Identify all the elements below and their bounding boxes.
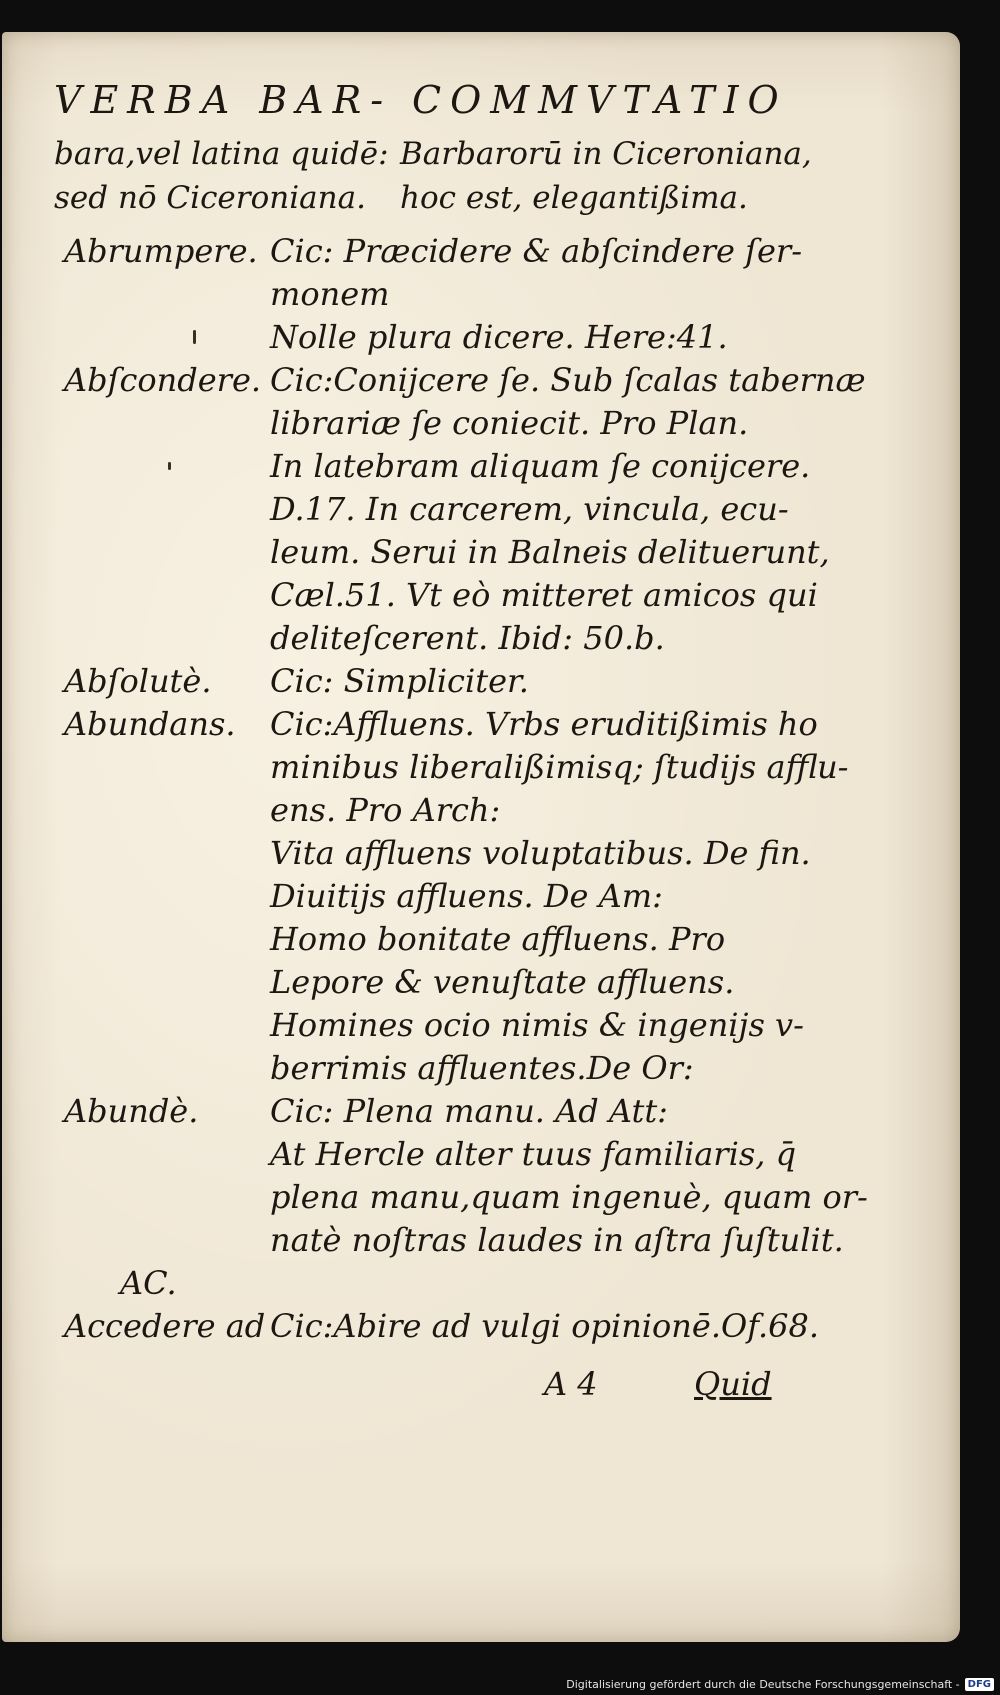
- entry-list: [2, 230, 960, 1348]
- signature-mark: A 4: [544, 1365, 598, 1403]
- entry-headword: Abrumpere.: [64, 232, 258, 270]
- left-subtitle-line-2: sed nō Ciceroniana.: [54, 180, 366, 216]
- entry-line: In latebram aliquam ſe conijcere.: [270, 447, 811, 485]
- entry-line: D.17. In carcerem, vincula, ecu-: [270, 490, 789, 528]
- entry-abrumpere: [2, 230, 960, 359]
- entry-headword: Abundè.: [64, 1092, 199, 1130]
- entry-text: [270, 359, 960, 660]
- entry-line: natè noſtras laudes in aſtra ſuſtulit.: [270, 1221, 844, 1259]
- entry-line: Lepore & venuſtate affluens.: [270, 963, 735, 1001]
- page-footer: [2, 1365, 960, 1415]
- entry-text: [270, 1090, 960, 1262]
- entry-line: Cic: Plena manu. Ad Att:: [270, 1092, 668, 1130]
- ink-speck: [193, 330, 196, 344]
- entry-abunde: [2, 1090, 960, 1262]
- right-column-title: COMMVTATIO: [412, 78, 788, 122]
- section-letter: AC.: [120, 1264, 177, 1302]
- entry-line: Cæl.51. Vt eò mitteret amicos qui: [270, 576, 818, 614]
- entry-headword: Abundans.: [64, 705, 236, 743]
- book-page: [2, 32, 960, 1642]
- entry-line: Cic:Abire ad vulgi opinionē.Of.68.: [270, 1307, 820, 1345]
- entry-line: Vita affluens voluptatibus. De fin.: [270, 834, 811, 872]
- entry-abundans: [2, 703, 960, 1090]
- entry-line: Nolle plura dicere. Here:41.: [270, 318, 728, 356]
- entry-line: ens. Pro Arch:: [270, 791, 501, 829]
- entry-text: [270, 1305, 960, 1348]
- entry-line: Cic:Affluens. Vrbs eruditißimis ho: [270, 705, 818, 743]
- dfg-logo: DFG: [965, 1678, 994, 1691]
- entry-line: monem: [270, 275, 390, 313]
- entry-text: [270, 230, 960, 359]
- entry-line: plena manu,quam ingenuè, quam or-: [270, 1178, 868, 1216]
- ink-speck: [168, 462, 171, 470]
- entry-absolute: [2, 660, 960, 703]
- entry-line: berrimis affluentes.De Or:: [270, 1049, 694, 1087]
- catchword: Quid: [694, 1365, 772, 1403]
- entry-line: deliteſcerent. Ibid: 50.b.: [270, 619, 665, 657]
- entry-line: Homo bonitate affluens. Pro: [270, 920, 726, 958]
- left-subtitle-line-1: bara,vel latina quidē:: [54, 136, 389, 172]
- credit-text: Digitalisierung gefördert durch die Deutsche Forschungsgemeinschaft -: [566, 1678, 960, 1691]
- entry-line: Diuitijs affluens. De Am:: [270, 877, 663, 915]
- entry-line: Cic:Conijcere ſe. Sub ſcalas tabernæ: [270, 361, 866, 399]
- entry-text: [270, 703, 960, 1090]
- entry-line: Homines ocio nimis & ingenijs v-: [270, 1006, 804, 1044]
- entry-line: At Hercle alter tuus familiaris, q̄: [270, 1135, 797, 1173]
- left-column-title: VERBA BAR-: [54, 78, 393, 122]
- entry-line: Cic: Præcidere & abſcindere ſer-: [270, 232, 803, 270]
- entry-line: minibus liberalißimisq; ſtudijs afflu-: [270, 748, 849, 786]
- entry-abscondere: [2, 359, 960, 660]
- entry-headword: Abſolutè.: [64, 662, 212, 700]
- right-subtitle-line-1: Barbarorū in Ciceroniana,: [400, 136, 812, 172]
- entry-headword: Accedere ad: [64, 1307, 266, 1345]
- entry-text: [270, 660, 960, 703]
- entry-line: librariæ ſe coniecit. Pro Plan.: [270, 404, 749, 442]
- digitization-credit: [566, 1678, 994, 1691]
- right-subtitle-line-2: hoc est, elegantißima.: [400, 180, 748, 216]
- entry-accedere: [2, 1305, 960, 1348]
- entry-headword: Abſcondere.: [64, 361, 262, 399]
- entry-line: leum. Serui in Balneis delituerunt,: [270, 533, 830, 571]
- entry-line: Cic: Simpliciter.: [270, 662, 529, 700]
